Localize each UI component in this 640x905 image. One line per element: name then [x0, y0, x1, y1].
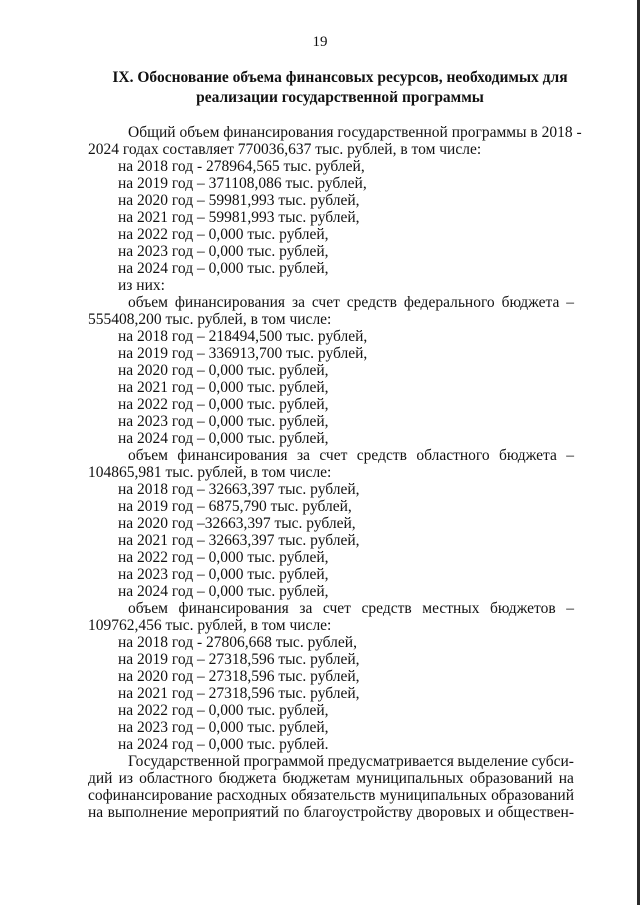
word: Государственной — [128, 753, 241, 770]
local-intro-line-2: 109762,456 тыс. рублей, в том числе: — [88, 617, 332, 634]
local-year-line: на 2022 год – 0,000 тыс. рублей, — [118, 702, 329, 719]
word: объем — [128, 600, 168, 617]
total-year-line: на 2024 год – 0,000 тыс. рублей, — [118, 260, 329, 277]
total-year-line: на 2021 год – 59981,993 тыс. рублей, — [118, 209, 360, 226]
federal-year-line: на 2019 год – 336913,700 тыс. рублей, — [118, 345, 368, 362]
word: муниципальных — [379, 787, 487, 804]
total-years-list — [88, 158, 574, 277]
federal-intro-line-2: 555408,200 тыс. рублей, в том числе: — [88, 311, 332, 328]
local-year-line: на 2021 год – 27318,596 тыс. рублей, — [118, 685, 360, 702]
federal-year-line: на 2020 год – 0,000 тыс. рублей, — [118, 362, 329, 379]
word: образований — [491, 787, 574, 804]
word: мероприятий — [191, 804, 279, 821]
local-year-line: на 2023 год – 0,000 тыс. рублей, — [118, 719, 329, 736]
word: предусматривается — [327, 753, 454, 770]
word: объем — [128, 294, 168, 311]
word: федерального — [403, 294, 495, 311]
word: бюджета — [501, 294, 560, 311]
word: программой — [243, 753, 325, 770]
of-which-label: из них: — [118, 277, 165, 294]
federal-year-line: на 2021 год – 0,000 тыс. рублей, — [118, 379, 329, 396]
word: дворовых — [417, 804, 481, 821]
total-year-line: на 2022 год – 0,000 тыс. рублей, — [118, 226, 329, 243]
regional-year-line: на 2018 год – 32663,397 тыс. рублей, — [118, 481, 360, 498]
section-title-line-1: IX. Обоснование объема финансовых ресурсов, необходимых для — [112, 69, 568, 86]
closing-paragraph-line-3 — [88, 787, 574, 804]
federal-year-line: на 2023 год – 0,000 тыс. рублей, — [118, 413, 329, 430]
word: муниципальных — [356, 770, 464, 787]
word: субси- — [531, 753, 574, 770]
local-intro-line-1 — [88, 600, 574, 617]
word: – — [566, 447, 574, 464]
federal-year-line: на 2018 год – 218494,500 тыс. рублей, — [118, 328, 368, 345]
word: за — [291, 294, 305, 311]
word: обязательств — [291, 787, 376, 804]
regional-year-line: на 2024 год – 0,000 тыс. рублей, — [118, 583, 329, 600]
federal-year-line: на 2022 год – 0,000 тыс. рублей, — [118, 396, 329, 413]
word: финансирования — [178, 600, 289, 617]
word: счет — [319, 447, 348, 464]
total-intro-line-2: 2024 годах составляет 770036,637 тыс. рублей, в том числе: — [88, 141, 482, 158]
document-body — [88, 124, 582, 821]
regional-year-line: на 2019 год – 6875,790 тыс. рублей, — [118, 498, 352, 515]
section-title-line-2: реализации государственной программы — [196, 88, 484, 106]
word: и — [485, 804, 494, 821]
word: бюджетам — [282, 770, 351, 787]
word: на — [558, 770, 574, 787]
word: средств — [356, 447, 407, 464]
section-title — [60, 68, 620, 107]
closing-paragraph-line-1 — [88, 753, 574, 770]
word: обществен- — [497, 804, 574, 821]
regional-year-line: на 2023 год – 0,000 тыс. рублей, — [118, 566, 329, 583]
word: областного — [139, 770, 213, 787]
word: за — [299, 600, 313, 617]
total-year-line: на 2019 год – 371108,086 тыс. рублей, — [118, 175, 367, 192]
regional-intro-line-1 — [88, 447, 574, 464]
word: по — [283, 804, 300, 821]
local-year-line: на 2024 год – 0,000 тыс. рублей. — [118, 736, 329, 753]
word: благоустройству — [303, 804, 413, 821]
word: счет — [322, 600, 351, 617]
word: из — [118, 770, 134, 787]
word: дий — [88, 770, 113, 787]
word: образований — [469, 770, 553, 787]
total-year-line: на 2018 год - 278964,565 тыс. рублей, — [118, 158, 365, 175]
federal-intro-line-1 — [88, 294, 574, 311]
closing-paragraph-line-4 — [88, 804, 574, 821]
word: на — [88, 804, 104, 821]
word: – — [566, 600, 574, 617]
total-intro-line-1: Общий объем финансирования государственной программы в 2018 - — [128, 124, 582, 141]
word: средств — [346, 294, 397, 311]
regional-years-list — [88, 481, 574, 600]
word: выполнение — [107, 804, 188, 821]
local-year-line: на 2019 год – 27318,596 тыс. рублей, — [118, 651, 360, 668]
word: – — [566, 294, 574, 311]
regional-year-line: на 2021 год – 32663,397 тыс. рублей, — [118, 532, 360, 549]
word: финансирования — [174, 294, 286, 311]
word: бюджета — [499, 447, 557, 464]
word: местных — [422, 600, 480, 617]
word: объем — [128, 447, 168, 464]
local-year-line: на 2018 год - 27806,668 тыс. рублей, — [118, 634, 357, 651]
word: средств — [361, 600, 412, 617]
total-year-line: на 2023 год – 0,000 тыс. рублей, — [118, 243, 329, 260]
word: счет — [311, 294, 340, 311]
word: софинансирование — [88, 787, 213, 804]
regional-year-line: на 2022 год – 0,000 тыс. рублей, — [118, 549, 329, 566]
local-year-line: на 2020 год – 27318,596 тыс. рублей, — [118, 668, 360, 685]
word: бюджета — [218, 770, 277, 787]
word: областного — [416, 447, 490, 464]
regional-intro-line-2: 104865,981 тыс. рублей, в том числе: — [88, 464, 332, 481]
local-years-list — [88, 634, 574, 753]
word: выделение — [457, 753, 528, 770]
total-year-line: на 2020 год – 59981,993 тыс. рублей, — [118, 192, 360, 209]
word: за — [296, 447, 310, 464]
closing-paragraph-line-2 — [88, 770, 574, 787]
page-number: 19 — [312, 34, 328, 50]
federal-years-list — [88, 328, 574, 447]
federal-year-line: на 2024 год – 0,000 тыс. рублей, — [118, 430, 329, 447]
word: бюджетов — [490, 600, 556, 617]
regional-year-line: на 2020 год –32663,397 тыс. рублей, — [118, 515, 356, 532]
word: финансирования — [177, 447, 288, 464]
word: расходных — [216, 787, 287, 804]
